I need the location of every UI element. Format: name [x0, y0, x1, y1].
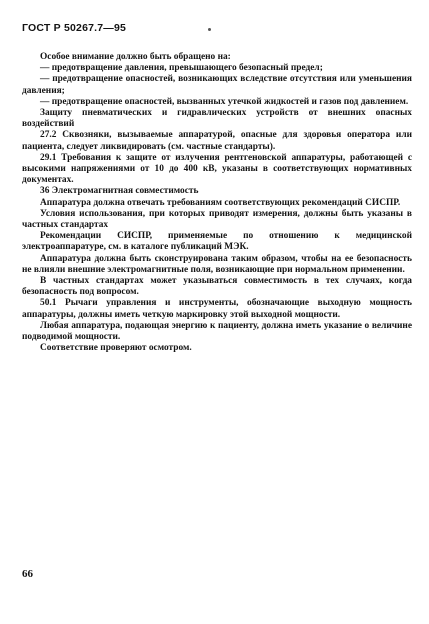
scan-speck	[208, 28, 211, 31]
paragraph-conditions: Условия использования, при которых приводят измерения, должны быть указаны в частных стандартах	[22, 208, 412, 231]
paragraph-27-2: 27.2 Сквозняки, вызываемые аппаратурой, опасные для здоровья оператора или пациента, следует ликвидировать (см. частные стандарты).	[22, 130, 412, 152]
paragraph-protection: Защиту пневматических и гидравлических устройств от внешних опасных воздействий	[22, 108, 412, 130]
page-number: 66	[22, 568, 33, 580]
paragraph-29-1: 29.1 Требования к защите от излучения рентгеновской аппаратуры, работающей с высокими напряжениями от 10 до 400 кВ, указаны в соответствующих нормативных документах.	[22, 152, 412, 186]
paragraph-recommendations: Рекомендации СИСПР, применяемые по отношению к медицинской электроаппаратуре, см. в каталоге публикаций МЭК.	[22, 231, 412, 253]
paragraph-cispr: Аппаратура должна отвечать требованиям соответствующих рекомендаций СИСПР.	[40, 197, 401, 208]
paragraph-design: Аппаратура должна быть сконструирована таким образом, чтобы на ее безопасность не влияли внешние электромагнитные поля, возникающие при нормальном применении.	[22, 253, 412, 275]
page-body	[22, 52, 412, 354]
paragraph-intro: Особое внимание должно быть обращено на:	[40, 52, 231, 62]
list-item-pressure: — предотвращение давления, превышающего безопасный предел;	[40, 63, 323, 74]
paragraph-compliance: Соответствие проверяют осмотром.	[40, 343, 192, 354]
list-item-pressure-loss: — предотвращение опасностей, возникающих вследствие отсутствия или уменьшения давления;	[22, 74, 412, 96]
paragraph-particular-standards: В частных стандартах может указываться совместимость в тех случаях, когда безопасность под вопросом.	[22, 276, 412, 298]
paragraph-50-1: 50.1 Рычаги управления и инструменты, обозначающие выходную мощность аппаратуры, должны иметь четкую маркировку этой выходной мощности.	[22, 298, 412, 320]
document-header: ГОСТ Р 50267.7—95	[22, 22, 127, 34]
section-title-36: 36 Электромагнитная совместимость	[40, 186, 199, 197]
paragraph-energy: Любая аппаратура, подающая энергию к пациенту, должна иметь указание о величине подводимой мощности.	[22, 320, 412, 343]
list-item-leakage: — предотвращение опасностей, вызванных утечкой жидкостей и газов под давлением.	[40, 96, 409, 107]
